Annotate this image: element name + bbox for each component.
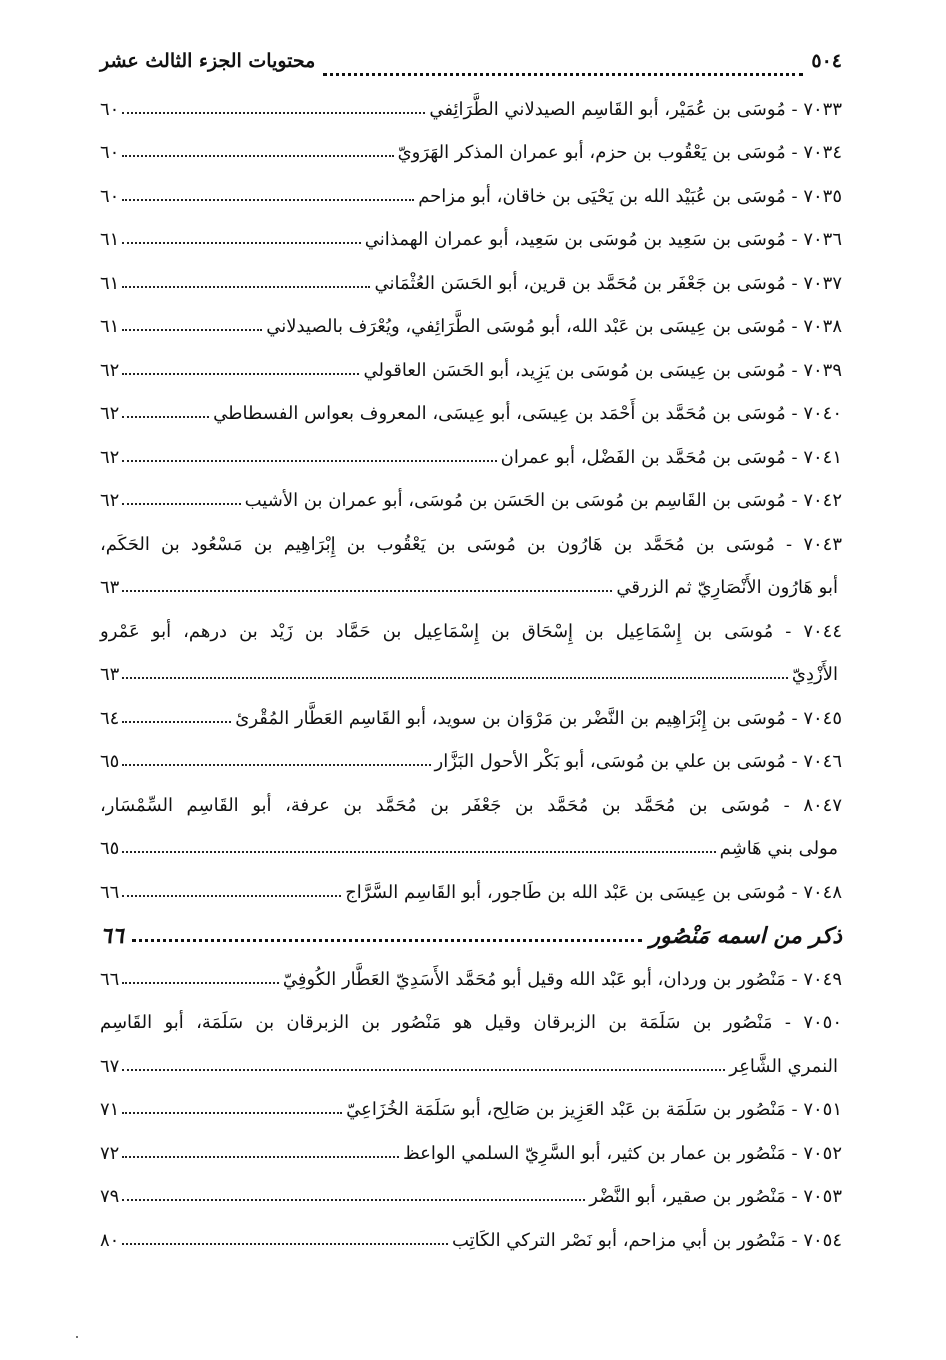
entry-page-number: ٧٩ [100, 1186, 120, 1208]
toc-entry [100, 175, 842, 219]
toc-entry [100, 480, 842, 524]
toc-entry [100, 1219, 842, 1263]
entry-page-number: ٦٢ [100, 359, 120, 381]
entry-text: ٧٠٥٢ - مَنْصُور بن عمار بن كثير، أبو السَّرِيّ السلمي الواعظ [403, 1142, 842, 1164]
dot-leader [122, 236, 360, 244]
entry-text: ٧٠٣٦ - مُوسَى بن سَعِيد بن مُوسَى بن سَعِيد، أبو عمران الهمذاني [364, 229, 842, 251]
section-leader [132, 931, 642, 942]
entry-page-number: ٦١ [100, 272, 120, 294]
entry-page-number: ٦٢ [100, 403, 120, 425]
entry-text: ٧٠٥١ - مَنْصُور بن سَلَمَة بن عَبْد العَزِيز بن صَالِح، أبو سَلَمَة الخُزَاعِيّ [346, 1099, 842, 1121]
toc-entry [100, 871, 842, 915]
dot-leader [122, 1063, 725, 1071]
dot-leader [122, 367, 359, 375]
section-page: ٦٦ [100, 923, 124, 950]
entry-text: ٧٠٥٤ - مَنْصُور بن أبي مزاحم، أبو نَصْر التركي الكَاتِب [451, 1229, 842, 1251]
entry-page-number: ٦٦ [100, 881, 120, 903]
entry-page-number: ٦٤ [100, 707, 120, 729]
page-number: ٥٠٤ [811, 50, 842, 72]
entry-text: ٧٠٤٦ - مُوسَى بن علي بن مُوسَى، أبو بَكْر الأحول البَزَّار [434, 751, 842, 773]
toc-entry [100, 697, 842, 741]
toc-entry [100, 610, 842, 654]
page-header [100, 50, 842, 88]
entry-text: ٧٠٤١ - مُوسَى بن مُحَمَّد بن الفَضْل، أبو عمران [500, 446, 842, 468]
header-leader [323, 63, 803, 76]
toc-entry [100, 1132, 842, 1176]
scan-speck [76, 1336, 78, 1338]
dot-leader [122, 1193, 585, 1201]
dot-leader [122, 1150, 399, 1158]
entry-text: ٧٠٥٠ - مَنْصُور بن سَلَمَة بن الزبرقان وقيل هو مَنْصُور بن الزبرقان بن سَلَمَة، أبو القَاسِم [100, 1012, 842, 1034]
toc-list-mansur [100, 958, 842, 1263]
page-title: محتويات الجزء الثالث عشر [100, 50, 316, 72]
entry-page-number: ٦٣ [100, 577, 120, 599]
entry-page-number: ٦٦ [100, 968, 120, 990]
entry-text: ٧٠٥٣ - مَنْصُور بن صقير، أبو النَّضْر [589, 1186, 842, 1208]
entry-page-number: ٦٢ [100, 490, 120, 512]
entry-page-number: ٦٥ [100, 838, 120, 860]
dot-leader [122, 193, 414, 201]
entry-text: ٧٠٣٩ - مُوسَى بن عِيسَى بن مُوسَى بن يَزِيد، أبو الحَسَن العاقولي [363, 359, 842, 381]
toc-entry [100, 1176, 842, 1220]
entry-page-number: ٦١ [100, 229, 120, 251]
toc-entry-continuation [100, 1045, 842, 1089]
entry-page-number: ٦٧ [100, 1055, 120, 1077]
entry-page-number: ٧٢ [100, 1142, 120, 1164]
entry-page-number: ٦٢ [100, 446, 120, 468]
toc-entry [100, 132, 842, 176]
entry-text: ٧٠٣٧ - مُوسَى بن جَعْفَر بن مُحَمَّد بن قرين، أبو الحَسَن العُثْمَاني [374, 272, 842, 294]
dot-leader [122, 454, 496, 462]
dot-leader [122, 106, 425, 114]
entry-text: ٧٠٤٠ - مُوسَى بن مُحَمَّد بن أَحْمَد بن عِيسَى، أبو عِيسَى، المعروف بعواس الفسطاطي [213, 403, 842, 425]
entry-page-number: ٧١ [100, 1099, 120, 1121]
toc-entry-continuation [100, 828, 842, 872]
toc-entry-continuation [100, 654, 842, 698]
entry-text: ٧٠٤٨ - مُوسَى بن عِيسَى بن عَبْد الله بن طَاجور، أبو القَاسِم السَّرَّاج [345, 881, 842, 903]
toc-entry [100, 1002, 842, 1046]
dot-leader [122, 758, 430, 766]
toc-entry [100, 88, 842, 132]
entry-text: الأَزْدِيّ [791, 664, 838, 686]
toc-entry [100, 436, 842, 480]
entry-text: ٧٠٣٨ - مُوسَى بن عِيسَى بن عَبْد الله، أبو مُوسَى الطَّرَائِفي، ويُعْرَف بالصيدلاني [266, 316, 842, 338]
dot-leader [122, 410, 209, 418]
toc-entry [100, 219, 842, 263]
entry-page-number: ٦٠ [100, 142, 120, 164]
dot-leader [122, 889, 341, 897]
toc-page [100, 50, 842, 1263]
toc-entry [100, 784, 842, 828]
toc-entry [100, 958, 842, 1002]
entry-text: ٧٠٣٥ - مُوسَى بن عُبَيْد الله بن يَحْيَى بن خاقان، أبو مزاحم [418, 185, 842, 207]
entry-text: مولى بني هَاشِم [719, 838, 838, 860]
entry-page-number: ٨٠ [100, 1229, 120, 1251]
dot-leader [122, 715, 231, 723]
dot-leader [122, 1106, 342, 1114]
toc-entry [100, 393, 842, 437]
toc-entry [100, 262, 842, 306]
entry-text: ٧٠٤٢ - مُوسَى بن القَاسِم بن مُوسَى بن الحَسَن بن مُوسَى، أبو عمران بن الأشيب [244, 490, 842, 512]
section-heading [100, 915, 842, 959]
dot-leader [122, 1237, 448, 1245]
dot-leader [122, 671, 788, 679]
entry-page-number: ٦٠ [100, 98, 120, 120]
entry-page-number: ٦٠ [100, 185, 120, 207]
entry-text: ٧٠٤٩ - مَنْصُور بن وردان، أبو عَبْد الله وقيل أبو مُحَمَّد الأَسَدِيّ العَطَّار الكُوفِيّ [282, 968, 842, 990]
dot-leader [122, 497, 240, 505]
entry-text: أبو هَارُون الأَنْصَارِيّ ثم الزرقي [616, 577, 838, 599]
dot-leader [122, 584, 612, 592]
dot-leader [122, 323, 262, 331]
entry-text: ٧٠٤٥ - مُوسَى بن إِبْرَاهِيم بن النَّضْر بن مَرْوَان بن سويد، أبو القَاسِم العَطَّار المُقْرئ [235, 707, 842, 729]
toc-list-musa [100, 88, 842, 915]
dot-leader [122, 976, 279, 984]
toc-entry [100, 306, 842, 350]
section-title: ذكر من اسمه مَنْصُور [649, 923, 842, 950]
entry-text: النمري الشَّاعِر [729, 1055, 838, 1077]
dot-leader [122, 845, 715, 853]
toc-entry [100, 1089, 842, 1133]
entry-page-number: ٦٣ [100, 664, 120, 686]
entry-text: ٧٠٣٣ - مُوسَى بن عُمَيْر، أبو القَاسِم الصيدلاني الطَّرَائِفي [429, 98, 842, 120]
entry-page-number: ٦٥ [100, 751, 120, 773]
dot-leader [122, 280, 370, 288]
toc-entry [100, 349, 842, 393]
entry-text: ٧٠٤٣ - مُوسَى بن مُحَمَّد بن هَارُون بن مُوسَى بن يَعْقُوب بن إِبْرَاهِيم بن مَسْعُود بن الحَكَم، [100, 533, 842, 555]
entry-page-number: ٦١ [100, 316, 120, 338]
dot-leader [122, 149, 393, 157]
entry-text: ٧٠٤٤ - مُوسَى بن إِسْمَاعِيل بن إِسْحَاق بن إِسْمَاعِيل بن حَمَّاد بن زَيْد بن درهم، أبو عَمْرو [100, 620, 842, 642]
toc-entry [100, 741, 842, 785]
toc-entry [100, 523, 842, 567]
toc-entry-continuation [100, 567, 842, 611]
entry-text: ٨٠٤٧ - مُوسَى بن مُحَمَّد بن مُحَمَّد بن جَعْفَر بن مُحَمَّد بن عرفة، أبو القَاسِم السِّمْسَار، [100, 794, 842, 816]
entry-text: ٧٠٣٤ - مُوسَى بن يَعْقُوب بن حزم، أبو عمران المذكر الهَرَويّ [397, 142, 842, 164]
